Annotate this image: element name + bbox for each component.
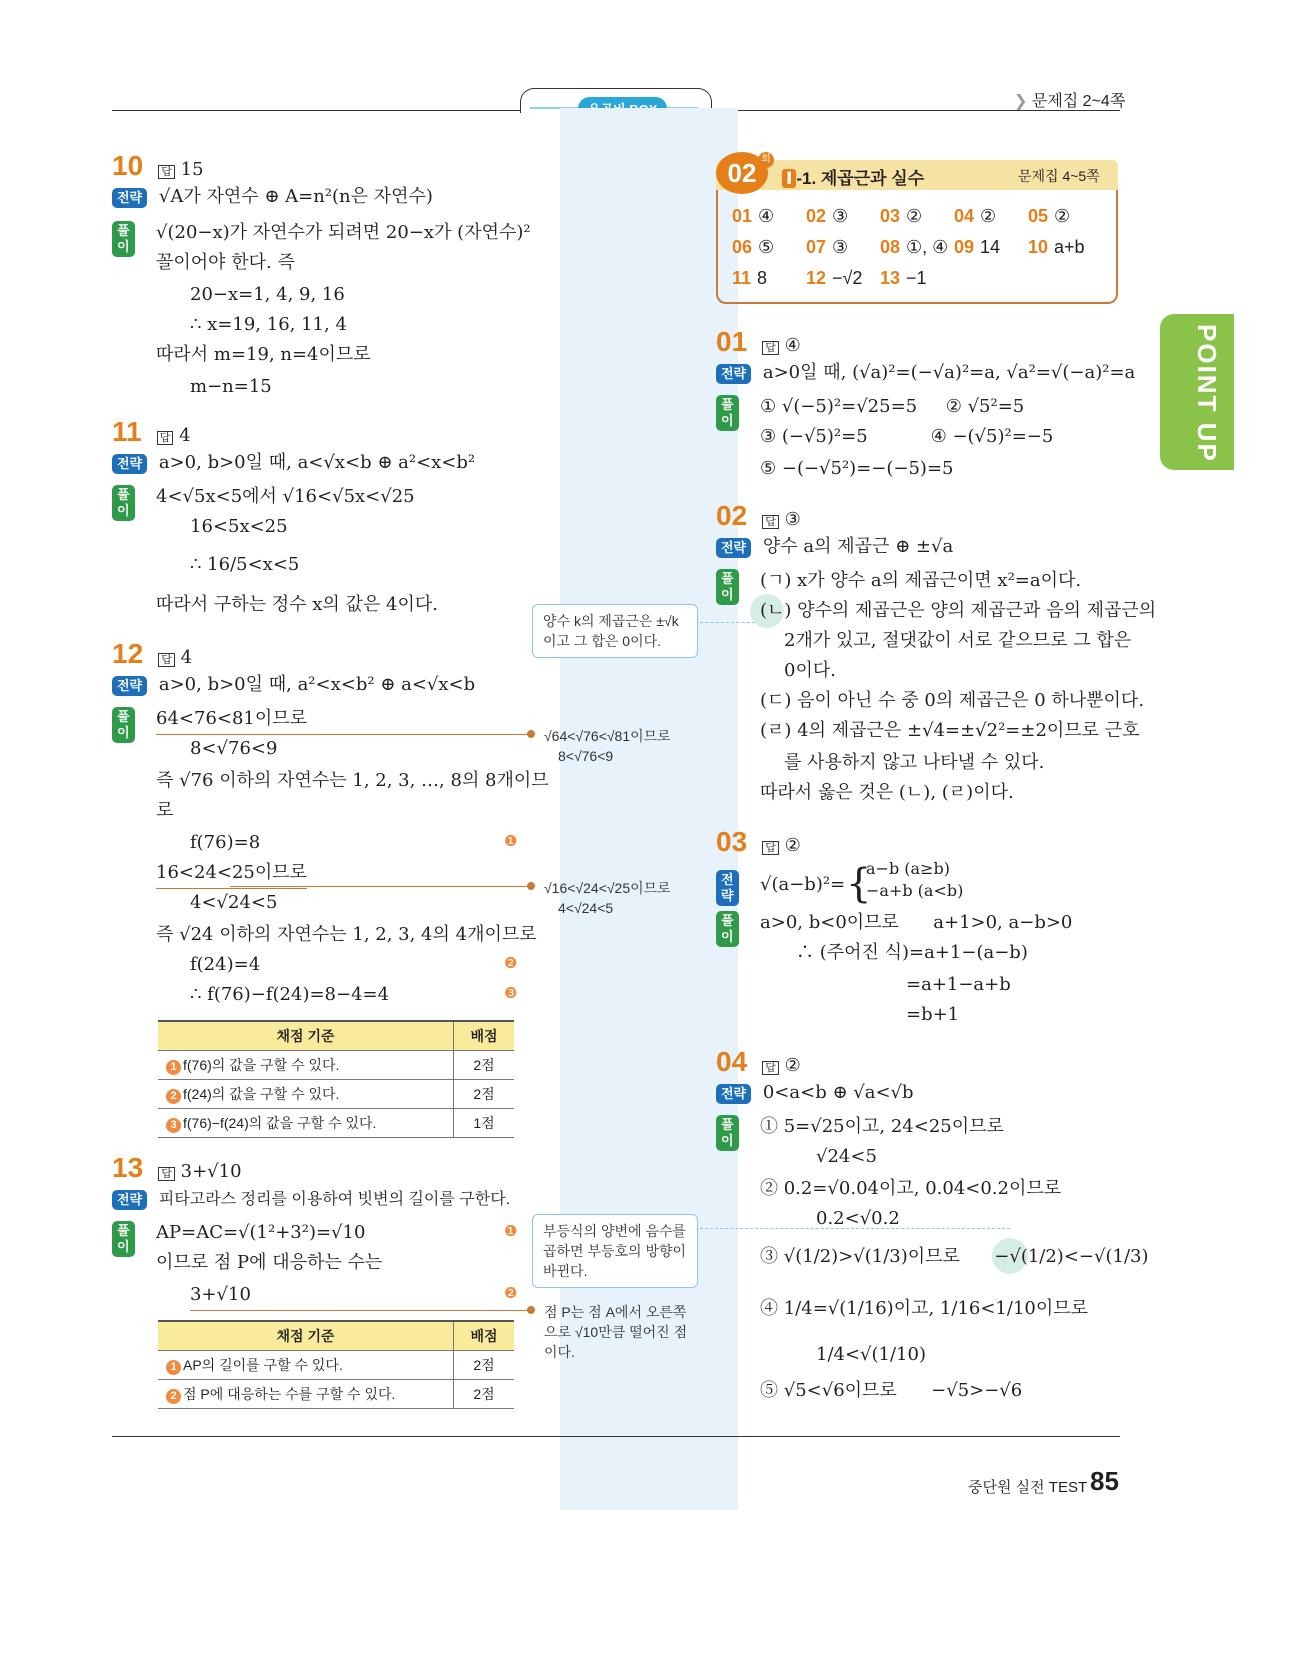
table-row: 3 f(76)−f(24)의 값을 구할 수 있다. 1점 [158,1109,514,1138]
q12-answer: 4 [180,647,193,668]
strategy-tag: 전략 [112,454,147,474]
q12-line: f(24)=4 [190,954,261,975]
answer-num: 02 [806,206,827,226]
q12-score-table [158,1020,514,1138]
r-q03-header [716,826,801,858]
r-q02-answer: ③ [784,509,801,530]
answer-num: 06 [732,237,753,257]
note-sqrt-sum [532,604,698,658]
r-q02-number: 02 [716,500,748,531]
r-q01-answer: ④ [784,335,801,356]
section-ref: 문제집 4~5쪽 [1018,168,1100,184]
point-up-label: POINT UP [1192,324,1222,463]
q11-strategy: a>0, b>0일 때, a<√x<b ⊕ a²<x<b² [158,452,476,473]
answer-val: ③ [832,237,849,257]
answer-icon: 답 [158,165,175,179]
r-q02-strategy: 양수 a의 제곱근 ⊕ ±√a [762,536,954,557]
q12-header [112,638,192,670]
q12-number: 12 [112,638,144,669]
note-24 [544,878,671,918]
table-row: 1 AP의 길이를 구할 수 있다. 2점 [158,1351,514,1380]
note-line: 4<√24<5 [558,900,614,916]
r-q03-line: =a+1−a+b [906,974,1011,995]
note-line: 이고 그 합은 0이다. [543,633,662,649]
q13-line: 3+√10 [190,1280,251,1311]
r-q04-line: ⑤ √5<√6이므로 −√5>−√6 [760,1380,1023,1401]
r-q04-line: ④ 1/4=√(1/16)이고, 1/16<1/10이므로 [760,1298,1089,1319]
answer-item [1028,206,1070,227]
table-cell: 2점 [454,1351,515,1380]
strategy-tag: 전략 [716,870,739,906]
q11-line: ∴ 16/5<x<5 [190,554,300,575]
answer-num: 05 [1028,206,1049,226]
note-line: 양수 k의 제곱근은 ±√k [543,613,679,629]
q10-strategy: √A가 자연수 ⊕ A=n²(n은 자연수) [158,186,433,207]
q13-strategy-row [112,1184,510,1215]
r-q02-line: (ㄹ) 4의 제곱근은 ±√4=±√2²=±2이므로 근호 [760,720,1140,741]
answer-icon: 답 [158,1167,175,1181]
answer-item [880,268,927,289]
note-line: √64<√76<√81이므로 [544,728,671,744]
r-q01-number: 01 [716,326,748,357]
q10-line: 20−x=1, 4, 9, 16 [190,284,345,305]
r-q03-line: a>0, b<0이므로 a+1>0, a−b>0 [760,912,1073,933]
table-header: 채점 기준 [158,1021,454,1051]
q12-strategy: a>0, b>0일 때, a²<x<b² ⊕ a<√x<b [158,674,476,695]
answer-val: ② [980,206,997,226]
q12-strategy-row [112,670,475,700]
answer-item [954,206,996,227]
footer-label: 중단원 실전 TEST [968,1479,1088,1496]
table-cell: f(76)의 값을 구할 수 있다. [183,1057,340,1073]
table-header: 배점 [454,1021,515,1051]
r-q04-number: 04 [716,1046,748,1077]
answer-item [880,237,948,258]
q12-line: 즉 √76 이하의 자연수는 1, 2, 3, …, 8의 8개이므 [156,770,549,791]
r-q01-line: ⑤ −(−√5²)=−(−5)=5 [760,458,954,479]
r-q04-header [716,1046,801,1078]
answer-val: ④ [758,206,775,226]
table-row: 2 점 P에 대응하는 수를 구할 수 있다. 2점 [158,1380,514,1409]
r-q04-answer: ② [784,1055,801,1076]
answer-num: 13 [880,268,901,288]
r-q03-line: ∴ (주어진 식)=a+1−(a−b) [796,942,1028,963]
answer-val: −1 [906,268,927,288]
answer-num: 08 [880,237,901,257]
note-line: 8<√76<9 [558,748,614,764]
note-76 [544,726,671,766]
answer-num: 09 [954,237,975,257]
r-q04-line: 1/4<√(1/10) [816,1344,926,1365]
answer-num: 04 [954,206,975,226]
note-line: 곱하면 부등호의 방향이 [543,1243,687,1259]
strategy-tag: 전략 [112,1190,147,1210]
r-q03-strategy-case: a−b (a≥b) [866,859,950,878]
q10-strategy-row [112,182,433,212]
note-line: 이다. [544,1344,575,1360]
r-q04-line: √24<5 [816,1146,877,1167]
r-q03-line: =b+1 [906,1004,960,1025]
answer-icon: 답 [762,841,779,855]
r-q04-strategy-row [716,1078,914,1108]
answer-val: a+b [1054,237,1085,257]
r-q03-strategy-case: −a+b (a<b) [866,881,964,900]
table-row: 1 f(76)의 값을 구할 수 있다. 2점 [158,1051,514,1080]
q11-line: 16<5x<25 [190,516,288,537]
q10-line: 꼴이어야 한다. 즉 [156,252,295,273]
answer-val: 14 [980,237,1001,257]
score-mark: ❷ [504,1285,518,1302]
q12-line: 8<√76<9 [190,738,278,759]
header-ref: ❯ 문제집 2~4쪽 [1014,93,1126,110]
strategy-tag: 전략 [112,676,147,696]
answer-item [880,206,922,227]
r-q02-line: 따라서 옳은 것은 (ㄴ), (ㄹ)이다. [760,782,1014,803]
q10-header [112,150,204,182]
q10-line: m−n=15 [190,376,272,397]
answer-item [806,268,862,289]
q13-line: 이므로 점 P에 대응하는 수는 [156,1252,383,1273]
q13-score-table [158,1320,514,1409]
r-q02-line: 2개가 있고, 절댓값이 서로 같으므로 그 합은 [784,630,1132,651]
connector-dashed [700,622,760,623]
note-line: 바뀐다. [543,1263,588,1279]
table-cell: 점 P에 대응하는 수를 구할 수 있다. [183,1386,396,1402]
r-q01-strategy: a>0일 때, (√a)²=(−√a)²=a, √a²=√(−a)²=a [762,362,1136,383]
r-q02-line: 0이다. [784,660,836,681]
page-number: 85 [1090,1466,1119,1496]
answer-icon: 답 [157,431,174,445]
answer-num: 12 [806,268,827,288]
answer-item [1028,237,1085,258]
answer-icon: 답 [762,515,779,529]
solution-tag: 풀이 [716,1115,739,1151]
answer-item [732,268,767,289]
r-q02-line: (ㄱ) x가 양수 a의 제곱근이면 x²=a이다. [760,570,1082,591]
table-cell: 2점 [454,1380,515,1409]
note-line: 으로 √10만큼 떨어진 점 [544,1324,688,1340]
connector-dot [527,882,535,890]
center-strip [560,108,738,1510]
table-cell: 2점 [454,1051,515,1080]
solution-tag: 풀이 [716,911,739,947]
answer-item [806,237,848,258]
section-title [782,164,924,189]
strategy-tag: 전략 [716,1084,751,1104]
section-badge-sup: 회 [758,152,774,168]
table-header: 배점 [454,1321,515,1351]
section-title-text: -1. 제곱근과 실수 [796,169,925,188]
q10-answer: 15 [180,159,204,180]
q11-header [112,416,191,448]
q13-number: 13 [112,1152,144,1183]
answer-num: 10 [1028,237,1049,257]
q10-number: 10 [112,150,144,181]
q13-answer: 3+√10 [180,1161,242,1182]
answer-icon: 답 [762,341,779,355]
connector-line [230,1310,530,1311]
table-cell: f(76)−f(24)의 값을 구할 수 있다. [183,1115,377,1131]
r-q04-line: 0.2<√0.2 [816,1208,900,1229]
answer-val: ⑤ [758,237,775,257]
table-cell: AP의 길이를 구할 수 있다. [183,1357,343,1373]
q12-line: 4<√24<5 [190,892,278,913]
r-q03-strategy-lhs: √(a−b)²= [760,874,846,895]
answer-item [732,206,774,227]
connector-line [230,734,530,735]
r-q02-line: (ㄴ) 양수의 제곱근은 양의 제곱근과 음의 제곱근의 [760,600,1157,621]
q12-line: 16<24<25이므로 [156,858,307,889]
score-mark: ❷ [504,955,518,972]
q11-answer: 4 [179,425,191,446]
q12-line: ∴ f(76)−f(24)=8−4=4 [190,984,390,1005]
answer-num: 07 [806,237,827,257]
r-q03-answer: ② [784,835,801,856]
q11-line: 따라서 구하는 정수 x의 값은 4이다. [156,594,438,615]
note-line: 부등식의 양변에 음수를 [543,1223,687,1239]
table-row: 2 f(24)의 값을 구할 수 있다. 2점 [158,1080,514,1109]
q13-strategy: 피타고라스 정리를 이용하여 빗변의 길이를 구한다. [158,1191,511,1208]
score-mark: ❶ [504,1223,518,1240]
connector-dot [527,1306,535,1314]
note-inequality [532,1214,698,1288]
r-q01-line: ③ (−√5)²=5 ④ −(√5)²=−5 [760,426,1054,447]
r-q02-line: (ㄷ) 음이 아닌 수 중 0의 제곱근은 0 하나뿐이다. [760,690,1145,711]
score-mark: ❶ [504,833,518,850]
answer-val: ② [906,206,923,226]
strategy-tag: 전략 [112,188,147,208]
section-badge-number: 02 [727,158,757,188]
r-q02-strategy-row [716,532,953,562]
answer-val: ③ [832,206,849,226]
q12-line: 즉 √24 이하의 자연수는 1, 2, 3, 4의 4개이므로 [156,924,537,945]
note-line: √16<√24<√25이므로 [544,880,671,896]
answer-val: −√2 [832,268,863,288]
solution-tag: 풀이 [112,485,135,521]
solution-tag: 풀이 [112,221,135,257]
r-q02-header [716,500,801,532]
r-q02-line: 를 사용하지 않고 나타낼 수 있다. [784,752,1045,773]
answer-icon: 답 [762,1061,779,1075]
solution-tag: 풀이 [716,395,739,431]
r-q01-strategy-row [716,358,1135,388]
answer-icon: 답 [158,653,175,667]
answer-num: 11 [732,268,752,288]
q13-header [112,1152,242,1184]
brace: { [846,861,872,907]
r-q04-strategy: 0<a<b ⊕ √a<√b [762,1082,914,1103]
r-q01-header [716,326,801,358]
answer-val: ①, ④ [906,237,949,257]
solution-tag: 풀이 [112,707,135,743]
r-q04-line: ② 0.2=√0.04이고, 0.04<0.2이므로 [760,1178,1062,1199]
q13-line: AP=AC=√(1²+3²)=√10 [156,1222,366,1243]
q10-line: 따라서 m=19, n=4이므로 [156,344,371,365]
solution-tag: 풀이 [716,569,739,605]
q10-line: ∴ x=19, 16, 11, 4 [190,314,347,335]
q11-line: 4<√5x<5에서 √16<√5x<√25 [156,486,415,507]
answer-num: 01 [732,206,753,226]
solution-tag: 풀이 [112,1221,135,1257]
answer-val: 8 [757,268,768,288]
table-cell: 2점 [454,1080,515,1109]
r-q04-line: ③ √(1/2)>√(1/3)이므로 −√(1/2)<−√(1/3) [760,1246,1149,1267]
connector-dot [527,730,535,738]
q11-strategy-row [112,448,475,478]
r-q01-line: ① √(−5)²=√25=5 ② √5²=5 [760,396,1025,417]
connector-line [230,886,530,887]
answer-num: 03 [880,206,901,226]
point-up-tab [1160,314,1234,470]
note-line: 점 P는 점 A에서 오른쪽 [544,1304,687,1320]
r-q03-number: 03 [716,826,748,857]
note-point-p [544,1302,687,1362]
header-ref-text: 문제집 2~4쪽 [1031,93,1126,110]
strategy-tag: 전략 [716,364,751,384]
answer-val: ② [1054,206,1071,226]
answer-item [806,206,848,227]
table-header: 채점 기준 [158,1321,454,1351]
footer-rule [112,1436,1120,1437]
q11-number: 11 [112,416,142,447]
answer-item [732,237,774,258]
answer-item [954,237,1000,258]
score-mark: ❸ [504,985,518,1002]
q10-line: √(20−x)가 자연수가 되려면 20−x가 (자연수)² [156,222,531,243]
table-cell: 1점 [454,1109,515,1138]
r-q04-line: ① 5=√25이고, 24<25이므로 [760,1116,1004,1137]
q12-line: 로 [156,800,174,821]
q12-line: 64<76<81이므로 [156,704,307,735]
q12-line: f(76)=8 [190,832,261,853]
section-roman: Ⅰ [782,169,796,188]
strategy-tag: 전략 [716,538,751,558]
table-cell: f(24)의 값을 구할 수 있다. [183,1086,340,1102]
